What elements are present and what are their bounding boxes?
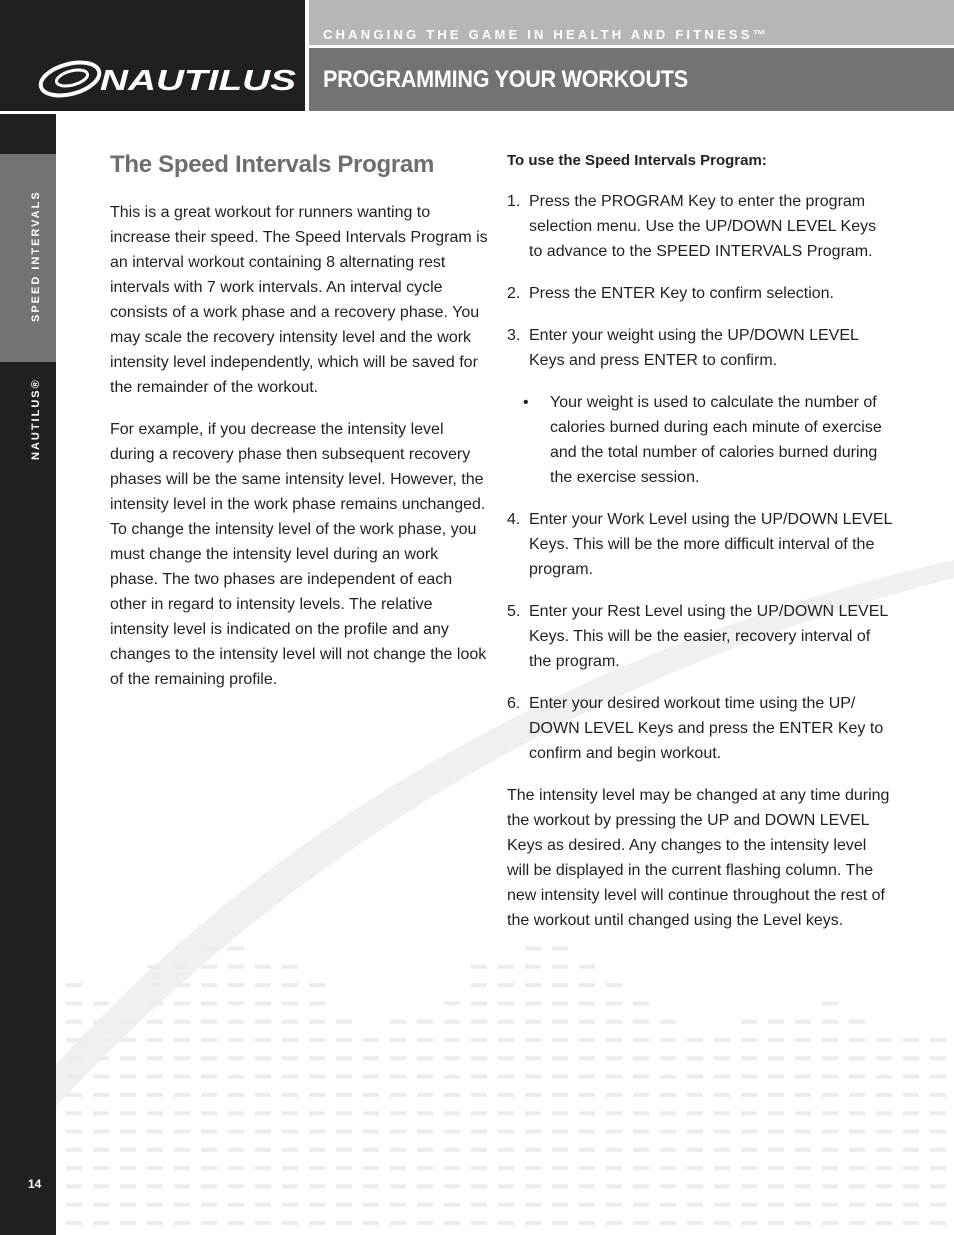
bullet-icon: • — [523, 394, 529, 411]
step-text: Enter your Rest Level using the UP/DOWN LEVEL Keys. This will be the easier, recovery interval of the program. — [529, 603, 888, 670]
step-item — [507, 281, 892, 306]
step-item — [507, 599, 892, 674]
step-text: Enter your weight using the UP/DOWN LEVEL Keys and press ENTER to confirm. — [529, 327, 859, 369]
step-item — [507, 323, 892, 373]
step-item — [507, 507, 892, 582]
bullet-item — [507, 390, 892, 490]
step-number: 1. — [507, 193, 521, 210]
bullet-text: Your weight is used to calculate the number of calories burned during each minute of exercise and the total number of calories burned during the exercise session. — [550, 394, 882, 486]
page-number: 14 — [28, 1177, 42, 1191]
step-number: 4. — [507, 511, 521, 528]
header-logo-block — [0, 0, 305, 111]
step-number: 6. — [507, 695, 521, 712]
step-text: Press the ENTER Key to confirm selection. — [529, 285, 834, 302]
logo-wordmark: NAUTILUS — [100, 65, 297, 97]
step-number: 2. — [507, 285, 521, 302]
section-title: PROGRAMMING YOUR WORKOUTS — [323, 66, 688, 93]
step-text: Enter your Work Level using the UP/DOWN LEVEL Keys. This will be the more difficult interval of the program. — [529, 511, 892, 578]
sidebar-tab-label: SPEED INTERVALS — [30, 190, 42, 322]
step-number: 3. — [507, 327, 521, 344]
example-paragraph: For example, if you decrease the intensity level during a recovery phase then subsequent recovery phases will be the same intensity level. However, the intensity level in the work phase remains unchanged. To change the intensity level of the work phase, you must change the intensity level during an work phase. The two phases are independent of each other in regard to intensity levels. The relative intensity level is indicated on the profile and any changes to the intensity level will not change the look of the remaining profile. — [110, 421, 487, 688]
step-item — [507, 691, 892, 766]
right-column — [507, 150, 892, 933]
step-number: 5. — [507, 603, 521, 620]
step-item — [507, 189, 892, 264]
instructions-heading: To use the Speed Intervals Program: — [507, 152, 767, 169]
step-text: Press the PROGRAM Key to enter the program selection menu. Use the UP/DOWN LEVEL Keys to advance to the SPEED INTERVALS Program. — [529, 193, 877, 260]
steps-list — [507, 189, 892, 373]
header-title-bar — [309, 48, 954, 111]
left-column — [110, 150, 490, 709]
intro-paragraph: This is a great workout for runners wanting to increase their speed. The Speed Intervals Program is an interval workout containing 8 alternating rest intervals with 7 work intervals. An interval cycle consists of a work phase and a recovery phase. You may scale the recovery intensity level and the work intensity level independently, which will be saved for the remainder of the workout. — [110, 204, 488, 396]
tagline: CHANGING THE GAME IN HEALTH AND FITNESS™ — [323, 27, 769, 42]
step-text: Enter your desired workout time using the UP/ DOWN LEVEL Keys and press the ENTER Key to confirm and begin workout. — [529, 695, 884, 762]
sidebar-tab — [0, 154, 56, 362]
nautilus-logo — [38, 56, 300, 102]
sidebar-brand-label: NAUTILUS® — [30, 378, 42, 460]
program-heading: The Speed Intervals Program — [110, 151, 435, 178]
closing-paragraph: The intensity level may be changed at any time during the workout by pressing the UP and DOWN LEVEL Keys as desired. Any changes to the intensity level will be displayed in the current flashing column. The new intensity level will continue throughout the rest of the workout until changed using the Level keys. — [507, 787, 890, 929]
header-tagline-bar — [309, 0, 954, 45]
steps-list-continued — [507, 507, 892, 766]
